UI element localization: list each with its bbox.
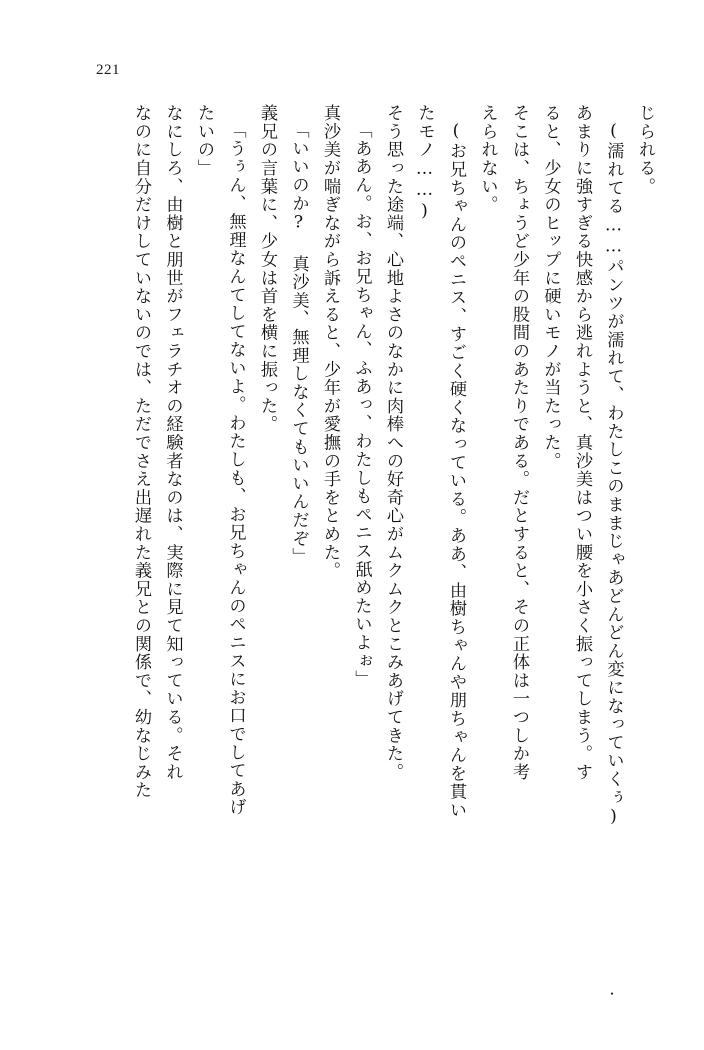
paragraph-line: そう思った途端、心地よさのなかに肉棒への好奇心がムクムクとこみあげてきた。: [383, 104, 403, 782]
paragraph-line: たモノ……): [414, 104, 435, 223]
paragraph-line: じられる。: [635, 104, 655, 196]
paragraph-line: そこは、ちょうど少年の股間のあたりである。だとすると、その正体は一つしか考: [509, 104, 529, 782]
paragraph-line: ると、少女のヒップに硬いモノが当たった。: [540, 104, 561, 470]
paragraph-line: たいの」: [194, 104, 214, 178]
paragraph-line: (お兄ちゃんのペニス、すごく硬くなっている。ああ、由樹ちゃんや朋ちゃんを貫い: [446, 121, 466, 820]
paragraph-line: 「うぅん、無理なんてしてないよ。わたしも、お兄ちゃんのペニスにお口でしてあげ: [225, 121, 246, 817]
paragraph-line: あまりに強すぎる快感から逃れようと、真沙美はつい腰を小さく振ってしまう。す: [572, 104, 592, 782]
paragraph-line: えられない。: [477, 104, 498, 214]
page-number: 221: [96, 62, 120, 78]
paragraph-line: 「ああん。お、お兄ちゃん、ふあっ、わたしもペニス舐めたいよぉ」: [351, 121, 372, 689]
paragraph-line: (濡れてる……パンツが濡れて、わたしこのままじゃあどんどん変になっていくぅ): [603, 121, 624, 828]
paragraph-line: なのに自分だけしていないのでは、ただでさえ出遅れた義兄との関係で、幼なじみた: [131, 104, 151, 800]
footer-mark: ・: [605, 987, 618, 1001]
body-text: [60, 104, 660, 964]
paragraph-line: なにしろ、由樹と朋世がフェラチオの経験者なのは、実際に見て知っている。それ: [162, 104, 183, 782]
paragraph-line: 真沙美が喘ぎながら訴えると、少年が愛撫の手をとめた。: [320, 104, 340, 580]
paragraph-line: 義兄の言葉に、少女は首を横に振った。: [257, 104, 277, 434]
paragraph-line: 「いいのか? 真沙美、無理しなくてもいいんだぞ」: [288, 121, 309, 566]
